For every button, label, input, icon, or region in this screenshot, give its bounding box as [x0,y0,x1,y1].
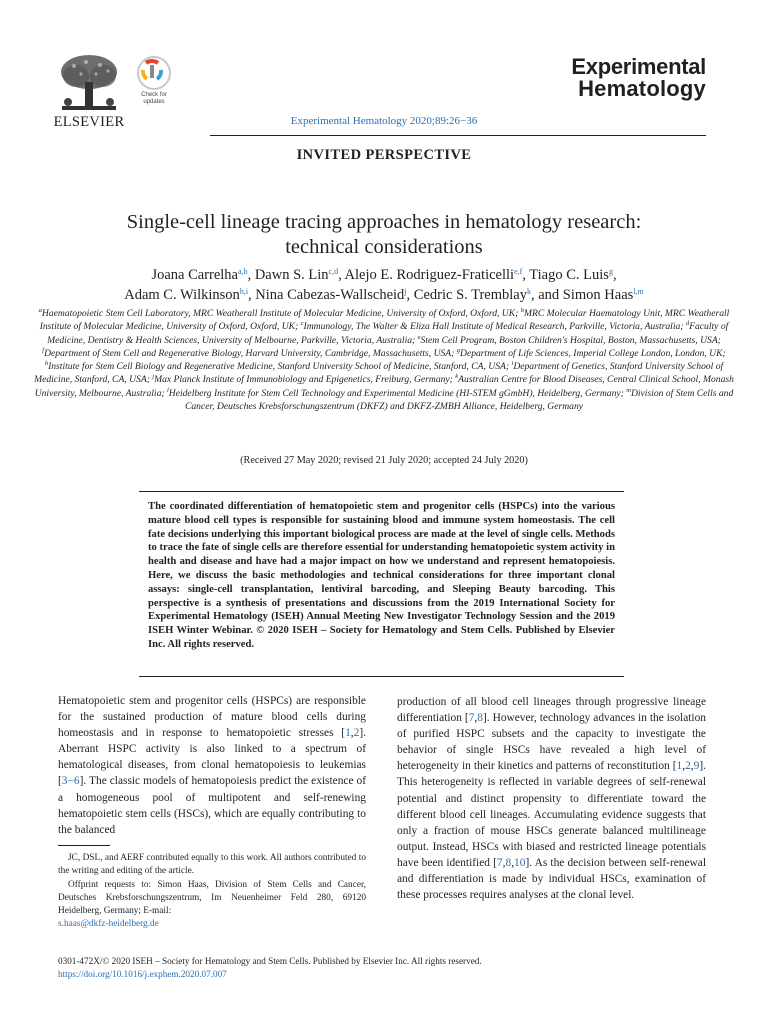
affiliation-marker: h [44,360,49,368]
journal-citation[interactable]: Experimental Hematology 2020;89:26−36 [290,115,478,127]
citation-ref[interactable]: 2 [685,760,691,773]
affiliations [28,307,740,413]
author-affiliation-marker[interactable]: h,i [239,287,249,296]
affiliation-marker: b [520,307,524,314]
article-type: INVITED PERSPECTIVE [296,147,472,163]
affiliation-marker: i [511,360,514,368]
affiliation-text: Australian Centre for Blood Diseases, Central Clinical School, Monash University, Melbourne, Australia; [34,374,734,399]
affiliation-text: Haematopoietic Stem Cell Laboratory, MRC Weatherall Institute of Molecular Medicine, University of Oxford, Oxford, UK; [41,308,521,319]
author-name: Cedric S. Tremblay [413,287,527,303]
journal-brand [571,56,706,100]
crossmark-label: Check for updates [141,92,167,105]
body-column-left: Hematopoietic stem and progenitor cells (HSPCs) are responsible for the sustained production of mature blood cells during homeostasis and in response to hematopoietic stresses [1,2]. Aberrant HSPC activity is also linked to a spectrum of hematological diseases, from clonal hematopoiesis to leukemias [3−6]. The classic models of hematopoiesis predict the existence of a homogeneous pool of multipotent and self-renewing hematopoietic stem cells (HSCs), which are equally contributing to the balanced [58,695,366,836]
article-title [60,210,708,260]
contribution-note: JC, DSL, and AERF contributed equally to this work. All authors contributed to the writing and editing of the article. [58,853,366,877]
affiliation-text: Max Planck Institute of Immunobiology and Epigenetics, Freiburg, Germany; [154,374,456,386]
journal-name-line2: Hematology [578,76,706,101]
affiliation-text: Immunology, The Walter & Eliza Hall Institute of Medical Research, Parkville, Victoria, Australia; [303,321,686,333]
author-name: Adam C. Wilkinson [124,287,240,303]
author-name: Joana Carrelha [151,267,238,283]
footnotes [58,852,366,932]
offprint-note [58,879,366,932]
citation-ref[interactable]: 3−6 [61,775,80,788]
abstract-box [139,491,624,677]
citation-ref[interactable]: 8 [477,712,483,725]
affiliation-marker: e [417,333,421,341]
affiliation-marker: f [42,346,45,354]
journal-name-line1: Experimental [571,54,706,79]
citation-ref[interactable]: 1 [345,727,351,740]
title-line: Single-cell lineage tracing approaches in hematology research: [126,211,642,233]
abstract-text: The coordinated differentiation of hematopoietic stem and progenitor cells (HSPCs) into the various mature blood cell types is responsible for sustaining blood and immune system homeostasis. The cell fate decisions underlying this important biological process are made at the level of single cells. Methods to trace the fate of single cells are therefore essential for understanding hematopoietic system activity in health and disease and have had a major impact on how we understand and represent hematopoiesis. Here, we discuss the basic methodologies and technical considerations for three important clonal assays: single-cell transplantation, lentiviral barcoding, and Sleeping Beauty barcoding. This perspective is a synthesis of presentations and discussions from the 2019 International Society for Experimental Hematology (ISEH) Annual Meeting New Investigator Technology Session and the 2019 ISEH Winter Webinar. © 2020 ISEH – Society for Hematology and Stem Cells. Published by Elsevier Inc. All rights reserved. [148,501,615,650]
affiliation-marker: j [152,373,155,381]
author-name: Tiago C. Luis [529,267,609,283]
affiliation-marker: m [626,386,631,394]
affiliation-text: Department of Genetics, Stanford University School of Medicine, Stanford, CA, USA; [34,361,724,386]
author-affiliation-marker[interactable]: l,m [633,287,644,296]
footnote-divider [58,845,110,846]
elsevier-tree-icon [56,52,122,114]
affiliation-marker: c [300,320,304,328]
citation-ref[interactable]: 2 [353,727,360,740]
affiliation-marker: a [38,307,42,314]
author-line: Joana Carrelha$^{a,b}$, Dawn S. Lin$^{c,d}$, Alejo E. Rodriguez-Fraticelli$^{e,f}$, Tiago C. Luis$^g$, [151,267,617,283]
author-name: Dawn S. Lin [254,267,329,283]
publisher-logo-text: ELSEVIER [53,114,125,130]
received-dates: (Received 27 May 2020; revised 21 July 2020; accepted 24 July 2020) [240,455,528,466]
affiliation-marker: d [685,320,690,328]
affiliation-marker: l [166,386,169,394]
author-name: Alejo E. Rodriguez-Fraticelli [344,267,515,283]
title-line: technical considerations [285,236,483,258]
page-footer [58,955,708,981]
affiliation-text: Department of Stem Cell and Regenerative Biology, Harvard University, Cambridge, Massachusetts, USA; [44,347,457,359]
affiliation-marker: k [455,373,459,381]
author-name: Nina Cabezas-Wallscheid [255,287,405,303]
author-line: Adam C. Wilkinson$^{h,i}$, Nina Cabezas-Wallscheid$^j$, Cedric S. Tremblay$^k$, and Simon Haas$^{l,m}$ [124,287,644,303]
author-affiliation-marker[interactable]: g [608,267,613,276]
author-list [40,265,728,305]
citation-ref[interactable]: 7 [496,856,503,869]
author-name: Simon Haas [562,287,634,303]
author-affiliation-marker[interactable]: c,d [328,267,339,276]
author-affiliation-marker[interactable]: j [404,287,407,296]
citation-ref[interactable]: 8 [505,856,512,869]
author-affiliation-marker[interactable]: e,f [514,267,523,276]
affiliation-text: Heidelberg Institute for Stem Cell Technology and Experimental Medicine (HI-STEM gGmbH), Heidelberg, Germany; [168,387,627,399]
author-affiliation-marker[interactable]: a,b [238,267,248,276]
author-email-link[interactable]: s.haas@dkfz-heidelberg.de [58,919,159,930]
affiliation-text: Division of Stem Cells and Cancer, Deutsches Krebsforschungszentrum (DKFZ) and DKFZ-ZMBH Alliance, Heidelberg, Germany [184,387,734,413]
affiliation-text: Stem Cell Program, Boston Children's Hospital, Boston, Massachusetts, USA; [420,334,721,346]
crossmark-icon [137,56,171,90]
citation-ref[interactable]: 9 [693,760,700,773]
affiliation-text: Institute for Stem Cell Biology and Regenerative Medicine, Stanford University School of Medicine, Stanford, CA, USA; [48,361,512,373]
header-divider [210,135,706,136]
offprint-text: Offprint requests to: Simon Haas, Division of Stem Cells and Cancer, Deutsches Krebsforschungszentrum, Im Neuenheimer Feld 280, 69120 Heidelberg, Germany; E-mail: [58,879,366,917]
affiliation-marker: g [456,346,461,354]
citation-ref[interactable]: 7 [468,712,475,725]
body-column-right: production of all blood cell lineages through progressive lineage differentiation [7,8]. However, technology advances in the isolation of purified HSPC subsets and the capacity to investigate the behavior of single HSCs have revealed a high level of heterogeneity in their kinetics and patterns of reconstitution [1,2,9]. This heterogeneity is reflected in variable degrees of self-renewal potential and distinct propensity to differentiate toward the different blood cell lineages. Accumulating evidence suggests that only a fraction of mouse HSCs generate balanced multilineage output. Instead, HSCs with biased and restricted lineage potentials have been identified [7,8,10]. As the decision between self-renewal and differentiation is made by individual HSCs, examination of these processes requires analyses at the clonal level. [397,696,706,902]
doi-link[interactable]: https://doi.org/10.1016/j.exphem.2020.07.007 [58,969,227,979]
affiliation-text: Faculty of Medicine, Dentistry & Health Sciences, University of Melbourne, Parkville, Victoria, Australia; [47,321,729,346]
author-affiliation-marker[interactable]: k [526,287,531,296]
affiliation-text: MRC Molecular Haematology Unit, MRC Weatherall Institute of Molecular Medicine, University of Oxford, Oxford, UK; [39,308,730,333]
citation-ref[interactable]: 1 [676,760,683,773]
check-for-updates-badge[interactable] [136,56,172,108]
copyright-line: 0301-472X/© 2020 ISEH – Society for Hematology and Stem Cells. Published by Elsevier Inc. All rights reserved. [58,956,482,966]
affiliation-text: Department of Life Sciences, Imperial College London, London, UK; [460,347,726,359]
citation-ref[interactable]: 10 [514,856,526,869]
